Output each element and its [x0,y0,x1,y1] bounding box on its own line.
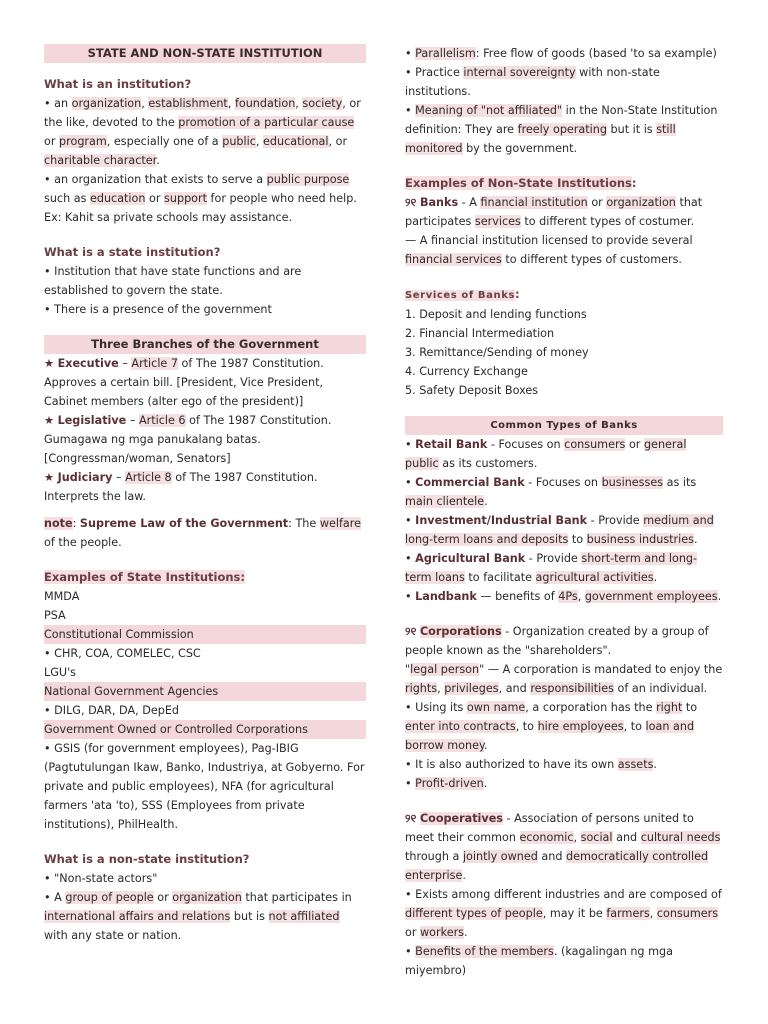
text-segment: , or the like, devoted to the [44,97,361,129]
highlighted-term: social [580,831,613,844]
highlighted-term: public purpose [266,173,350,186]
highlighted-term: Profit-driven [415,777,484,790]
text-segment: • [405,590,416,603]
highlighted-term: consumers [656,907,719,920]
highlighted-term: Investment/Industrial Bank [415,514,588,527]
highlighted-term: Parallelism [415,47,476,60]
text-segment: with any state or nation. [44,929,182,942]
text-segment: with non-state institutions. [405,66,660,98]
text-segment: , to [623,720,646,733]
highlighted-term: agricultural activities [535,571,654,584]
bow-icon: ୨୧ [405,812,417,825]
highlighted-term: Agricultural Bank [415,552,526,565]
bank-investment [405,511,723,549]
corp-legal-person [405,660,723,698]
highlighted-term: jointly owned [462,850,538,863]
subheading-constitutional-commission: Constitutional Commission [44,625,366,644]
branch-judiciary: ★ Judiciary – Article 8 of The 1987 Constitution. Interprets the law. [44,471,318,503]
text-segment: , [141,97,149,110]
text-segment: • Exists among different industries and are composed of [405,888,722,901]
text-segment: to [568,533,587,546]
highlighted-term: foundation [234,97,296,110]
text-segment: or [153,891,173,904]
text-segment: " — A corporation is mandated to enjoy the [479,663,723,676]
gocc-items: • GSIS (for government employees), Pag-IBIG (Pagtutulungan Ikaw, Banko, Industriya, at Gobyerno. For private and public employees), NFA (for agricultural farmers 'ata 'to), SSS (Employees from private institutions), PhilHealth. [44,742,365,831]
text-segment: - Focuses on [487,438,565,451]
text-segment: . [693,533,698,546]
highlighted-term: Meaning of "not affiliated" [415,104,563,117]
text-segment: - Association of persons united to meet their common [405,812,694,844]
highlighted-term: loan and borrow money [405,720,695,752]
star-icon: ★ [44,414,55,427]
list-item: 3. Remittance/Sending of money [405,346,589,359]
heading-non-state: What is a non-state institution? [44,852,250,866]
text-segment: . [484,495,488,508]
text-segment: or [625,438,644,451]
text-segment: • [405,777,416,790]
coop-benefits [405,942,723,980]
institution-example: Ex: Kahit sa private schools may assistance. [44,211,293,224]
text-segment: - Provide [587,514,644,527]
institution-def-2 [44,170,366,208]
banks-definition: ୨୧ Banks - A financial institution or organization that participates services to different types of costumer. [405,196,703,228]
highlighted-term: educational [263,135,329,148]
text-segment: through a [405,850,463,863]
non-state-def-2 [44,888,366,945]
highlighted-term: farmers [606,907,650,920]
highlighted-term: workers [420,926,465,939]
highlighted-term: not affiliated [268,910,340,923]
highlighted-term: consumers [564,438,626,451]
bullet-parallelism [405,44,723,63]
highlighted-term: Retail Bank [415,438,488,451]
highlighted-term: businesses [601,476,664,489]
text-segment: that participates [405,196,703,228]
common-types-banner: Common Types of Banks [405,416,723,435]
text-segment: • It is also authorized to have its own [405,758,618,771]
highlighted-term: cultural needs [640,831,721,844]
left-column [44,44,366,945]
text-segment: , [577,590,585,603]
corp-assets [405,755,723,774]
text-segment: or [587,196,607,209]
text-segment: , [573,831,581,844]
list-item: 1. Deposit and lending functions [405,308,587,321]
page-title: STATE AND NON-STATE INSTITUTION [44,44,366,63]
highlighted-term: public [222,135,256,148]
corp-own-name [405,698,723,755]
text-segment: for people who need help. [207,192,357,205]
text-segment: , [255,135,264,148]
highlighted-term: financial institution [480,196,588,209]
institution-def-1 [44,94,366,170]
text-segment: • [405,104,416,117]
text-segment: • [405,945,416,958]
text-segment: - Provide [525,552,582,565]
highlighted-term: organization [71,97,142,110]
text-segment: , may it be [542,907,607,920]
text-segment: . [717,590,722,603]
text-segment: of an individual. [613,682,708,695]
text-segment: • [405,514,416,527]
highlighted-term: rights [405,682,438,695]
heading-services: Services of Banks: [405,287,520,301]
highlighted-term: support [164,192,207,205]
text-segment: and [612,831,641,844]
branches-banner: Three Branches of the Government [44,335,366,354]
highlighted-term: medium and long-term loans and deposits [405,514,714,546]
highlighted-term: charitable character [44,154,157,167]
text-segment: , [649,907,657,920]
cc-items: • CHR, COA, COMELEC, CSC [44,647,201,660]
highlighted-term: short-term and long-term loans [405,552,698,584]
text-segment: as its [663,476,697,489]
text-segment: , especially one of a [106,135,223,148]
text-segment: , to [515,720,538,733]
highlighted-term: general public [405,438,687,470]
state-def-1: • Institution that have state functions and are established to govern the state. [44,265,302,297]
heading-institution: What is an institution? [44,77,192,91]
star-icon: ★ [44,471,55,484]
highlighted-term: services [474,215,521,228]
highlighted-term: assets [617,758,654,771]
highlighted-term: privileges [444,682,499,695]
text-segment: by the government. [462,142,578,155]
highlighted-term: internal sovereignty [463,66,576,79]
text-segment: . [483,777,488,790]
text-segment: • Practice [405,66,464,79]
text-segment: - Focuses on [524,476,602,489]
highlighted-term: organization [606,196,676,209]
list-item: 2. Financial Intermediation [405,327,555,340]
highlighted-term: society [302,97,343,110]
text-segment: . [484,739,488,752]
text-segment: , [295,97,303,110]
text-segment: to different types of customers. [501,253,682,266]
bank-retail [405,435,723,473]
text-segment: • [405,438,416,451]
highlighted-term: Benefits of the members [415,945,554,958]
highlighted-term: establishment [148,97,228,110]
text-segment: to different types of costumer. [520,215,695,228]
text-segment: • [405,47,416,60]
subheading-gocc: Government Owned or Controlled Corporations [44,720,366,739]
list-item: 4. Currency Exchange [405,365,528,378]
highlighted-term: education [89,192,146,205]
text-segment: . [464,926,468,939]
text-segment: or [44,135,60,148]
highlighted-term: economic [519,831,574,844]
heading-state-examples: Examples of State Institutions: [44,570,245,584]
highlighted-term: hire employees [537,720,624,733]
text-segment: . [653,758,657,771]
star-icon: ★ [44,357,55,370]
note-supreme-law: note: Supreme Law of the Government: The welfare of the people. [44,517,362,549]
bullet-sovereignty [405,63,723,101]
text-segment: : Free flow of goods (based 'to sa example) [475,47,717,60]
coop-exists [405,885,723,942]
cooperatives-definition: ୨୧ Cooperatives - Association of persons united to meet their common economic, social and cultural needs through a jointly owned and democratically controlled enterprise. [405,812,721,882]
text-segment: that participates in [241,891,352,904]
text-segment: to facilitate [464,571,536,584]
bow-icon: ୨୧ [405,625,417,638]
heading-non-state-examples: Examples of Non-State Institutions: [405,176,637,190]
branch-executive: ★ Executive – Article 7 of The 1987 Constitution. Approves a certain bill. [President, Vice President, Cabinet members (alter ego of the president)] [44,357,324,408]
text-segment: • A [44,891,66,904]
branch-legislative: ★ Legislative – Article 6 of The 1987 Constitution. Gumagawa ng mga panukalang batas. [Congressman/woman, Senators] [44,414,332,465]
text-segment: . (kagalingan ng mga miyembro) [405,945,673,977]
text-segment: as its customers. [438,457,538,470]
corporations-definition: ୨୧ Corporations - Organization created by a group of people known as the "shareholders". [405,625,709,657]
highlighted-term: legal person [410,663,480,676]
text-segment: , and [498,682,531,695]
example-mmda: MMDA [44,590,80,603]
state-def-2: • There is a presence of the government [44,303,272,316]
text-segment: or [405,926,421,939]
example-psa: PSA [44,609,66,622]
subheading-nga: National Government Agencies [44,682,366,701]
text-segment: • Using its [405,701,467,714]
text-segment: , a corporation has the [525,701,657,714]
text-segment: — A financial institution licensed to provide several [405,234,693,247]
text-segment: • [405,476,416,489]
highlighted-term: freely operating [517,123,607,136]
highlighted-term: organization [172,891,242,904]
text-segment: to [682,701,698,714]
list-item: 5. Safety Deposit Boxes [405,384,539,397]
highlighted-term: main clientele [405,495,485,508]
bank-landbank [405,587,723,606]
services-list [405,305,723,400]
nga-items: • DILG, DAR, DA, DepEd [44,704,179,717]
bank-agricultural [405,549,723,587]
text-segment: , [227,97,235,110]
text-segment: or [145,192,165,205]
text-segment: • an organization that exists to serve a [44,173,267,186]
bullet-not-affiliated [405,101,723,158]
text-segment: in the Non-State Institution definition: They are [405,104,718,136]
text-segment: but is [230,910,269,923]
non-state-def-1: • "Non-state actors" [44,872,158,885]
bow-icon: ୨୧ [405,196,417,209]
highlighted-term: group of people [65,891,154,904]
highlighted-term: financial services [405,253,502,266]
right-column [405,44,723,980]
heading-state-institution: What is a state institution? [44,245,221,259]
text-segment: , or [328,135,348,148]
text-segment: " [405,663,411,676]
text-segment: and [537,850,567,863]
highlighted-term: different types of people [405,907,543,920]
lgu-item: LGU's [44,666,76,679]
text-segment: but it is [606,123,657,136]
highlighted-term: enter into contracts [405,720,516,733]
highlighted-term: Commercial Bank [415,476,525,489]
text-segment: • an [44,97,72,110]
text-segment: such as [44,192,90,205]
highlighted-term: business industries [586,533,694,546]
highlighted-term: responsibilities [530,682,614,695]
highlighted-term: 4Ps [558,590,578,603]
highlighted-term: program [59,135,107,148]
text-segment: . [462,869,466,882]
banks-definition-2 [405,231,723,269]
highlighted-term: international affairs and relations [44,910,231,923]
highlighted-term: promotion of a particular cause [178,116,355,129]
text-segment: • [405,552,416,565]
highlighted-term: democratically controlled enterprise [405,850,709,882]
text-segment: - A [458,196,481,209]
text-segment: . [156,154,160,167]
text-segment: , [437,682,445,695]
text-segment: — benefits of [476,590,559,603]
bank-commercial [405,473,723,511]
highlighted-term: Landbank [415,590,477,603]
highlighted-term: right [656,701,683,714]
corp-profit [405,774,723,793]
text-segment: . [653,571,658,584]
highlighted-term: still monitored [405,123,676,155]
highlighted-term: own name [466,701,526,714]
highlighted-term: government employees [584,590,718,603]
